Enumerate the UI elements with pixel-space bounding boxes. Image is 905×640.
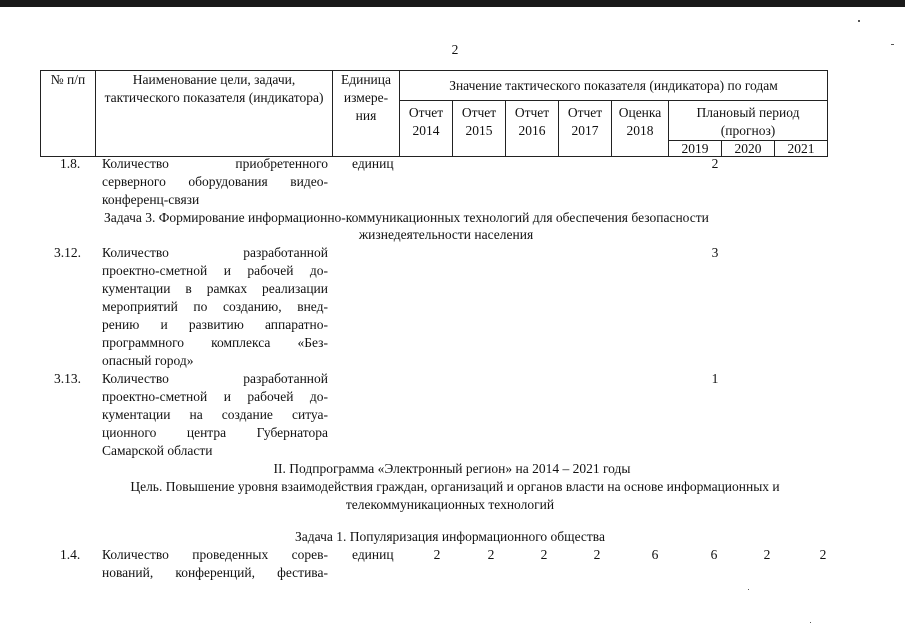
- row-1-4-value-2021: 2: [819, 547, 827, 562]
- row-1-4-value-2016: 2: [540, 547, 548, 562]
- row-3-13-line-2: проектно-сметной и рабочей до-: [102, 389, 328, 404]
- row-3-13-num: 3.13.: [54, 371, 81, 386]
- col-2014-label: Отчет: [408, 105, 444, 120]
- col-2015-year: 2015: [465, 123, 493, 138]
- header-plan-title: [669, 101, 828, 141]
- col-2014-year: 2014: [412, 123, 440, 138]
- col-2018-label: Оценка: [618, 105, 662, 120]
- subprogram-title: II. Подпрограмма «Электронный регион» на 2014 – 2021 годы: [273, 461, 631, 476]
- row-3-13-line-4: ционного центра Губернатора: [102, 425, 328, 440]
- row-3-13-line-3: кументации на создание ситуа-: [102, 407, 328, 422]
- scan-speck: [858, 20, 860, 22]
- row-3-12-line-5: рению и развитию аппаратно-: [102, 317, 328, 332]
- row-3-12-line-6: программного комплекса «Без-: [102, 335, 328, 350]
- row-1-4-value-2017: 2: [593, 547, 601, 562]
- row-3-12-line-7: опасный город»: [102, 353, 194, 368]
- col-2016-year: 2016: [518, 123, 546, 138]
- row-3-12-num: 3.12.: [54, 245, 81, 260]
- header-col-2015: [453, 101, 506, 157]
- scan-speck: [748, 589, 749, 590]
- task-1-title: Задача 1. Популяризация информационного общества: [295, 529, 605, 544]
- row-3-13-value-2019: 1: [711, 371, 719, 386]
- row-1-4-value-2019: 6: [710, 547, 718, 562]
- task-3-line-1: Задача 3. Формирование информационно-коммуникационных технологий для обеспечения безопасности: [104, 210, 709, 225]
- row-1-4-value-2015: 2: [487, 547, 495, 562]
- scan-top-border: [0, 0, 905, 7]
- row-3-13-line-1: Количество разработанной: [102, 371, 328, 386]
- row-1-8-line-1: Количество приобретенного: [102, 156, 328, 171]
- col-2018-year: 2018: [626, 123, 654, 138]
- header-values-title: Значение тактического показателя (индикатора) по годам: [400, 71, 828, 101]
- goal-line-2: телекоммуникационных технологий: [345, 497, 555, 512]
- row-1-8-line-2: серверного оборудования видео-: [102, 174, 328, 189]
- row-3-12-value-2019: 3: [711, 245, 719, 260]
- row-1-4-num: 1.4.: [60, 547, 81, 562]
- header-col-2018: [612, 101, 669, 157]
- row-3-13-line-5: Самарской области: [102, 443, 213, 458]
- row-1-8-unit: единиц: [352, 156, 394, 171]
- header-name-text: Наименование цели, задачи, тактического показателя (индикатора): [104, 72, 324, 105]
- plan-year-2019: 2019: [669, 141, 722, 157]
- header-table: [40, 70, 828, 157]
- goal-line-1: Цель. Повышение уровня взаимодействия граждан, организаций и органов власти на основе информационных и: [130, 479, 780, 494]
- row-1-4-line-1: Количество проведенных сорев-: [102, 547, 328, 562]
- header-name: [96, 71, 333, 157]
- header-col-2016: [506, 101, 559, 157]
- col-2016-label: Отчет: [514, 105, 550, 120]
- col-2017-year: 2017: [571, 123, 599, 138]
- task-3-line-2: жизнедеятельности населения: [358, 227, 534, 242]
- row-1-4-line-2: нований, конференций, фестива-: [102, 565, 328, 580]
- page-number: 2: [451, 42, 459, 57]
- row-3-12-line-1: Количество разработанной: [102, 245, 328, 260]
- plan-title-text: Плановый период (прогноз): [696, 105, 800, 138]
- row-1-8-num: 1.8.: [60, 156, 81, 171]
- scan-speck: [891, 44, 894, 45]
- row-1-4-unit: единиц: [352, 547, 394, 562]
- row-3-12-line-4: мероприятий по созданию, внед-: [102, 299, 328, 314]
- row-1-4-value-2014: 2: [433, 547, 441, 562]
- row-1-4-value-2018: 6: [651, 547, 659, 562]
- row-1-8-value-2019: 2: [711, 156, 719, 171]
- header-col-2014: [400, 101, 453, 157]
- header-unit-text: Единица измере-ния: [340, 72, 391, 123]
- row-1-8-line-3: конференц-связи: [102, 192, 200, 207]
- header-num: № п/п: [41, 71, 96, 157]
- row-1-4-value-2020: 2: [763, 547, 771, 562]
- plan-year-2020: 2020: [722, 141, 775, 157]
- scan-speck: [810, 622, 811, 623]
- row-3-12-line-2: проектно-сметной и рабочей до-: [102, 263, 328, 278]
- col-2015-label: Отчет: [461, 105, 497, 120]
- plan-year-2021: 2021: [775, 141, 828, 157]
- header-unit: [333, 71, 400, 157]
- col-2017-label: Отчет: [567, 105, 603, 120]
- header-col-2017: [559, 101, 612, 157]
- row-3-12-line-3: кументации в рамках реализации: [102, 281, 328, 296]
